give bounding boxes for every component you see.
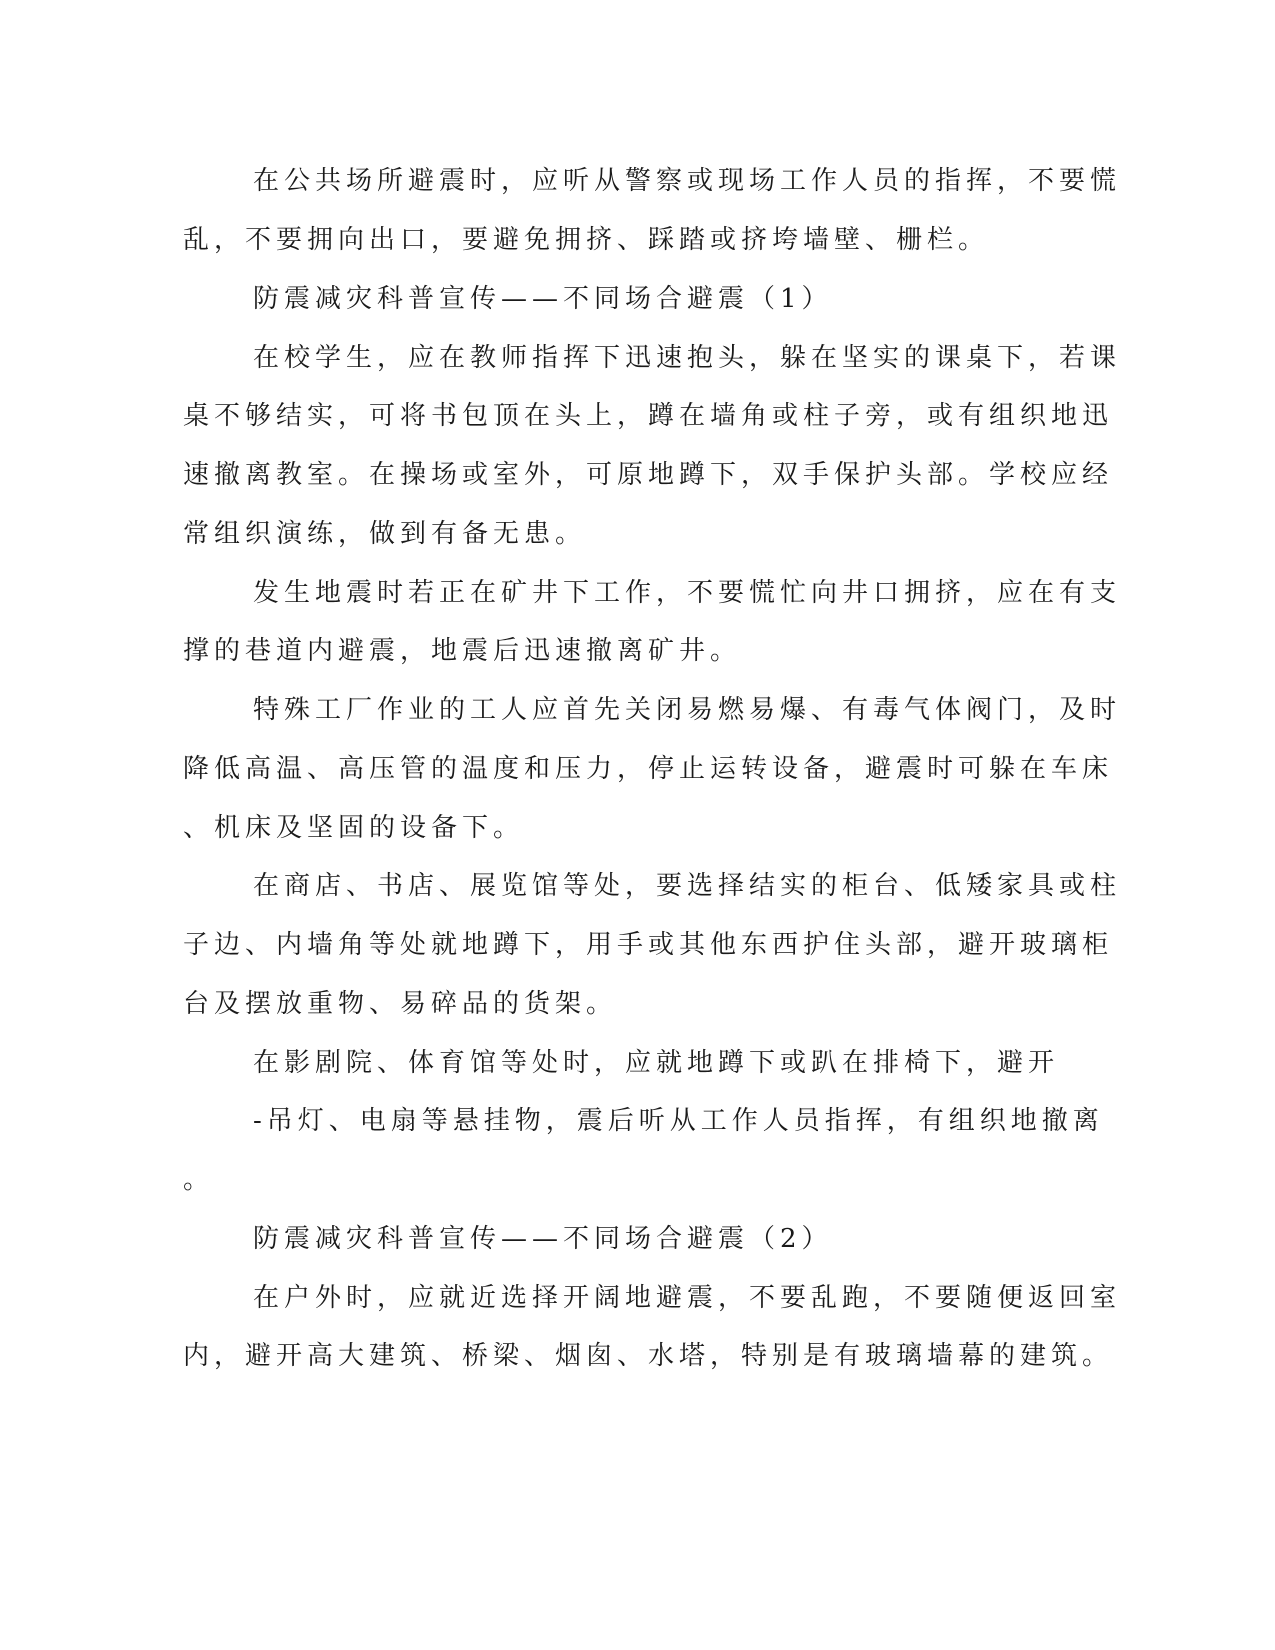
paragraph-public-places-line-1: 在公共场所避震时，应听从警察或现场工作人员的指挥，不要慌 [253,166,1122,196]
section-heading-2: 防震减灾科普宣传——不同场合避震（2） [253,1224,833,1254]
paragraph-theater-line-2: -吊灯、电扇等悬挂物，震后听从工作人员指挥，有组织地撤离 [253,1106,1104,1136]
paragraph-outdoors-line-2: 内，避开高大建筑、桥梁、烟囱、水塔，特别是有玻璃墙幕的建筑。 [183,1341,1114,1371]
paragraph-school-line-1: 在校学生，应在教师指挥下迅速抱头，躲在坚实的课桌下，若课 [253,343,1122,373]
paragraph-mine-line-1: 发生地震时若正在矿井下工作，不要慌忙向井口拥挤，应在有支 [253,578,1122,608]
paragraph-school-line-4: 常组织演练，做到有备无患。 [183,519,587,549]
paragraph-factory-line-2: 降低高温、高压管的温度和压力，停止运转设备，避震时可躲在车床 [183,754,1114,784]
paragraph-theater-line-1: 在影剧院、体育馆等处时，应就地蹲下或趴在排椅下，避开 [253,1048,1060,1078]
paragraph-school-line-3: 速撤离教室。在操场或室外，可原地蹲下，双手保护头部。学校应经 [183,460,1114,490]
section-heading-1: 防震减灾科普宣传——不同场合避震（1） [253,284,833,314]
paragraph-shops-line-3: 台及摆放重物、易碎品的货架。 [183,989,618,1019]
paragraph-outdoors-line-1: 在户外时，应就近选择开阔地避震，不要乱跑，不要随便返回室 [253,1283,1122,1313]
paragraph-shops-line-2: 子边、内墙角等处就地蹲下，用手或其他东西护住头部，避开玻璃柜 [183,930,1114,960]
paragraph-public-places-line-2: 乱，不要拥向出口，要避免拥挤、踩踏或挤垮墙壁、栅栏。 [183,225,990,255]
paragraph-shops-line-1: 在商店、书店、展览馆等处，要选择结实的柜台、低矮家具或柱 [253,871,1122,901]
paragraph-mine-line-2: 撑的巷道内避震，地震后迅速撤离矿井。 [183,636,742,666]
paragraph-factory-line-3: 、机床及坚固的设备下。 [183,813,525,843]
paragraph-factory-line-1: 特殊工厂作业的工人应首先关闭易燃易爆、有毒气体阀门，及时 [253,695,1122,725]
paragraph-theater-line-3: 。 [183,1165,215,1195]
paragraph-school-line-2: 桌不够结实，可将书包顶在头上，蹲在墙角或柱子旁，或有组织地迅 [183,401,1114,431]
